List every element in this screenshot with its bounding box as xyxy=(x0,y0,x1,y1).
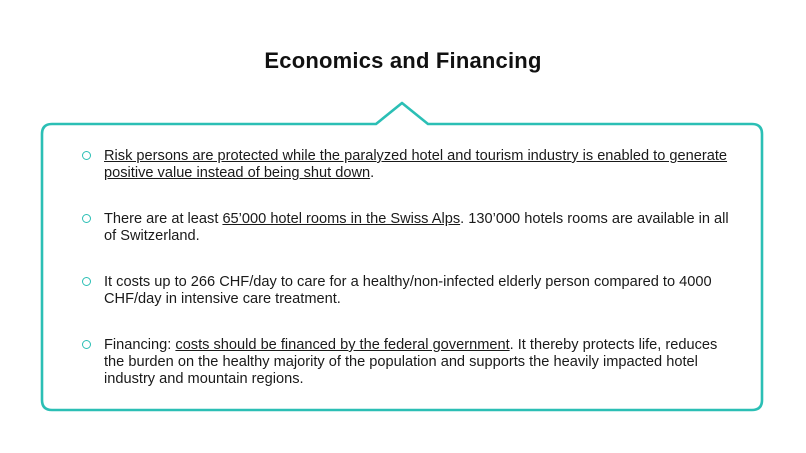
hollow-circle-icon xyxy=(82,151,91,160)
bullet-text-underlined: Risk persons are protected while the paralyzed hotel and tourism industry is enabled to generate positive value instead of being shut down xyxy=(104,148,728,181)
hollow-circle-icon xyxy=(82,214,91,223)
bullet-text-underlined: costs should be financed by the federal government xyxy=(175,337,510,353)
bullet-item xyxy=(82,337,732,388)
bullet-list xyxy=(82,148,732,388)
bullet-text-underlined: 65’000 hotel rooms in the Swiss Alps xyxy=(222,211,461,227)
bullet-text: . It thereby protects life, reduces the burden on the healthy majority of the population and supports the heavily impacted hotel industry and mountain regions. xyxy=(104,337,718,387)
bullet-item xyxy=(82,211,732,245)
bullet-text: . xyxy=(370,165,375,181)
bullet-text: . 130’000 hotels rooms are available in all of Switzerland. xyxy=(104,211,729,244)
bullet-item xyxy=(82,148,732,182)
bullet-text: Financing: xyxy=(104,337,176,353)
bullet-text: There are at least xyxy=(104,211,223,227)
bullet-item xyxy=(82,274,732,308)
bullet-text: It costs up to 266 CHF/day to care for a healthy/non-infected elderly person compared to 4000 CHF/day in intensive care treatment. xyxy=(104,274,712,307)
hollow-circle-icon xyxy=(82,277,91,286)
hollow-circle-icon xyxy=(82,340,91,349)
slide-title: Economics and Financing xyxy=(264,48,542,73)
